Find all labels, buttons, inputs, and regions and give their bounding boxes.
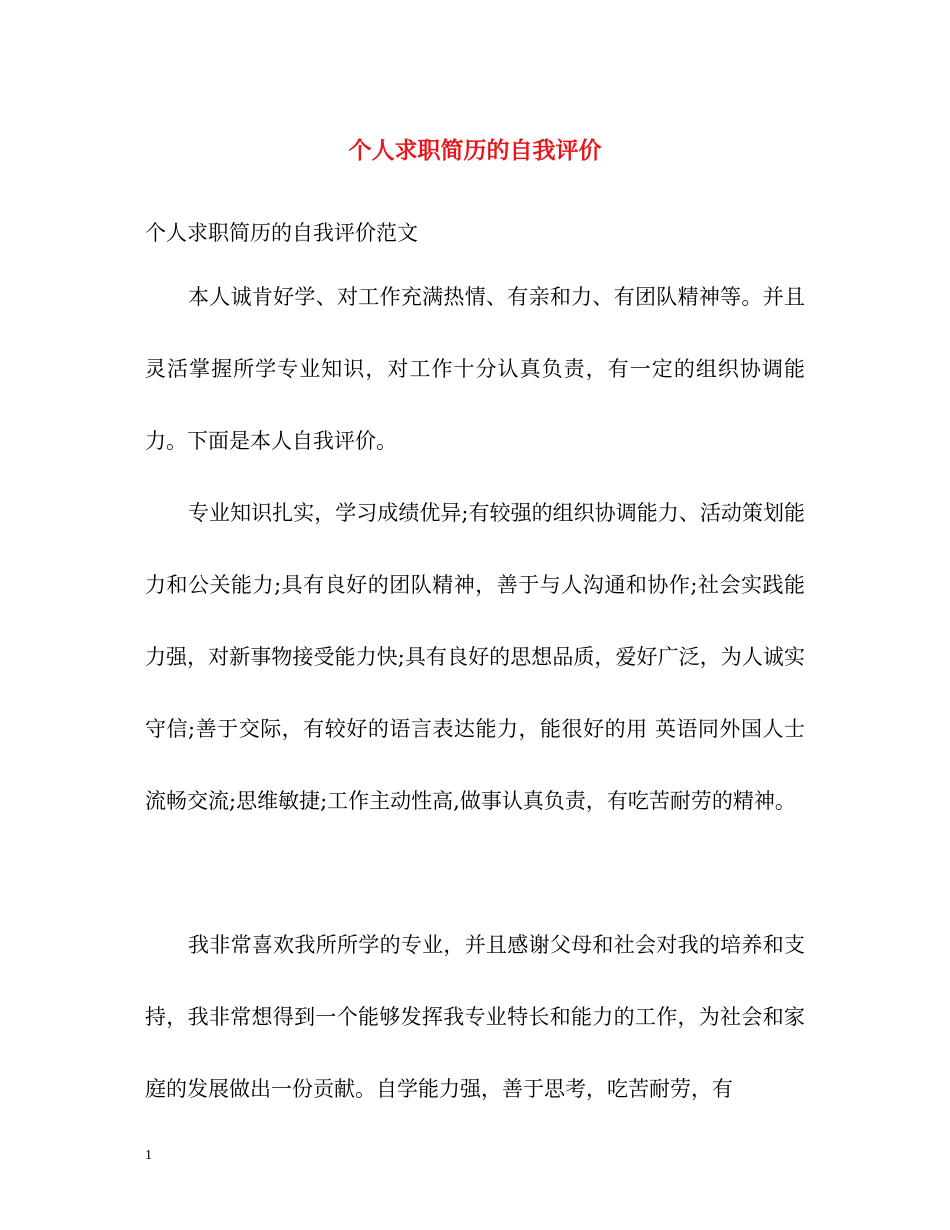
paragraph-strengths: 专业知识扎实，学习成绩优异;有较强的组织协调能力、活动策划能力和公关能力;具有良好的团队精神，善于与人沟通和协作;社会实践能力强，对新事物接受能力快;具有良好的思想品质，爱好广泛，为人诚实守信;善于交际，有较好的语言表达能力，能很好的用 英语同外国人士流畅交流;思维敏捷;工作主动性高,做事认真负责，有吃苦耐劳的精神。 (145, 501, 805, 813)
document-title: 个人求职简历的自我评价 (348, 137, 602, 164)
page-number: 1 (145, 1148, 152, 1163)
paragraph-intro: 本人诚肯好学、对工作充满热情、有亲和力、有团队精神等。并且灵活掌握所学专业知识，对工作十分认真负责，有一定的组织协调能力。下面是本人自我评价。 (145, 285, 805, 453)
paragraph-motivation: 我非常喜欢我所所学的专业，并且感谢父母和社会对我的培养和支持，我非常想得到一个能够发挥我专业特长和能力的工作，为社会和家庭的发展做出一份贡献。自学能力强，善于思考，吃苦耐劳，有 (145, 933, 805, 1101)
document-subtitle: 个人求职简历的自我评价范文 (145, 221, 418, 245)
